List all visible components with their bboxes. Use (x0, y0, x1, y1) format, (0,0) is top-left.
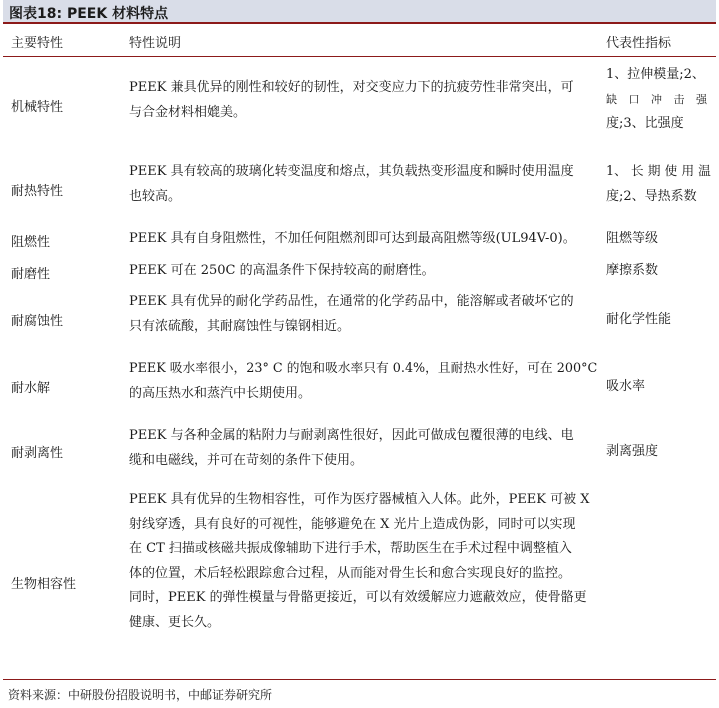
property-description: PEEK 具有自身阻燃性，不加任何阻燃剂即可达到最高阻燃等级(UL94V-0)。 (129, 231, 576, 246)
property-name: 耐水解 (11, 381, 51, 396)
property-indicator: 1、拉伸模量;2、 缺 口 冲 击 强 度;3、比强度 (606, 67, 711, 131)
property-indicator: 耐化学性能 (606, 312, 672, 327)
property-name: 耐腐蚀性 (11, 314, 64, 329)
header-description: 特性说明 (129, 36, 182, 51)
table-row (3, 357, 716, 413)
table-row (3, 290, 716, 346)
property-name: 耐磨性 (11, 267, 51, 282)
figure-title-bar (3, 0, 716, 24)
table-header (3, 24, 716, 57)
figure-title: 图表18: PEEK 材料特点 (9, 6, 169, 22)
table-row (3, 424, 716, 480)
property-indicator: 1、 长 期 使 用 温 度;2、导热系数 (606, 164, 711, 204)
header-indicator: 代表性指标 (606, 36, 672, 51)
property-name: 阻燃性 (11, 235, 51, 250)
property-name: 耐热特性 (11, 184, 64, 199)
table-bottom-rule (3, 679, 716, 680)
property-indicator: 摩擦系数 (606, 263, 659, 278)
header-property: 主要特性 (11, 36, 64, 51)
property-description: PEEK 具有优异的生物相容性，可作为医疗器械植入人体。此外，PEEK 可被 X 射线穿透，具有良好的可视性，能够避免在 X 光片上造成伪影，同时可以实现 在 CT 扫描或核磁共振成像辅助下进行手术，帮助医生在手术过程中调整植入 体的位置，术后轻松跟踪愈合过程，从而能对骨生长和愈合实现良好的监控。 同时，PEEK 的弹性模量与骨骼更接近，可以有效缓解应力遮蔽效应，使骨骼更 健康、更长久。 (129, 492, 590, 630)
property-name: 耐剥离性 (11, 446, 64, 461)
property-indicator: 剥离强度 (606, 444, 659, 459)
property-indicator: 吸水率 (606, 379, 646, 394)
property-name: 生物相容性 (11, 577, 77, 592)
property-description: PEEK 兼具优异的刚性和较好的韧性，对交变应力下的抗疲劳性非常突出，可 与合金材料相媲美。 (129, 80, 574, 120)
table-row (3, 488, 716, 673)
table-row (3, 259, 716, 285)
property-name: 机械特性 (11, 100, 64, 115)
property-description: PEEK 吸水率很小，23° C 的饱和吸水率只有 0.4%，且耐热水性好，可在 200°C 的高压热水和蒸汽中长期使用。 (129, 361, 598, 401)
property-description: PEEK 具有优异的耐化学药品性，在通常的化学药品中，能溶解或者破坏它的 只有浓硫酸，其耐腐蚀性与镍钢相近。 (129, 294, 574, 334)
table-row (3, 63, 716, 147)
property-description: PEEK 与各种金属的粘附力与耐剥离性很好，因此可做成包覆很薄的电线、电 缆和电磁线，并可在苛刻的条件下使用。 (129, 428, 574, 468)
table-row (3, 160, 716, 220)
property-indicator: 阻燃等级 (606, 231, 659, 246)
source-note: 资料来源：中研股份招股说明书，中邮证券研究所 (8, 688, 273, 702)
property-description: PEEK 具有较高的玻璃化转变温度和熔点，其负载热变形温度和瞬时使用温度 也较高。 (129, 164, 574, 204)
table-row (3, 227, 716, 253)
property-description: PEEK 可在 250C 的高温条件下保持较高的耐磨性。 (129, 263, 435, 278)
